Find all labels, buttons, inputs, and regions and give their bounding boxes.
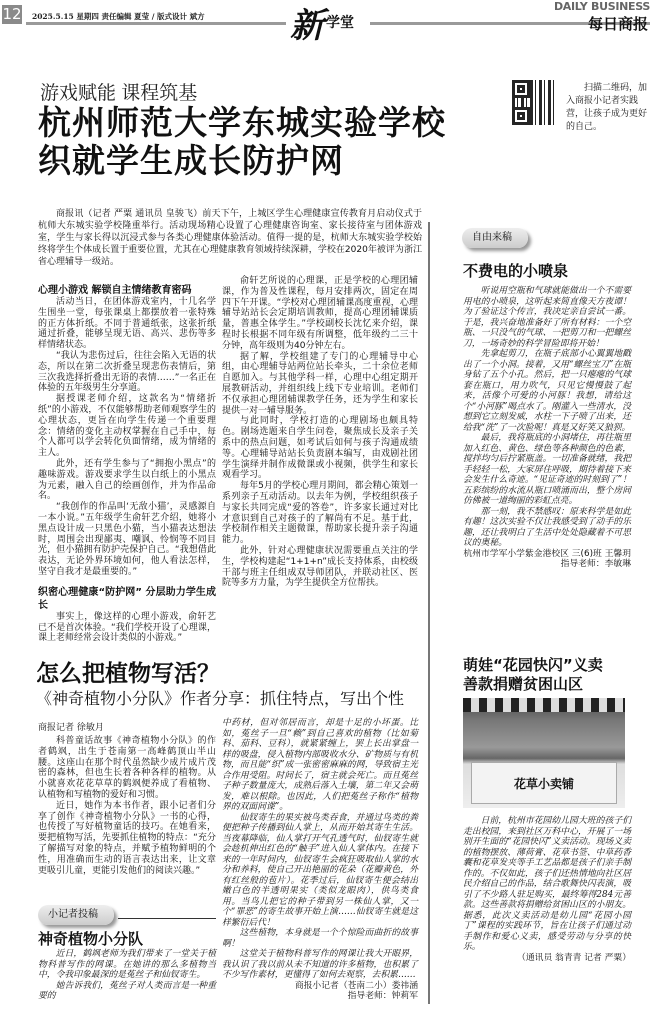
header-rule <box>26 22 286 25</box>
paragraph: “我创作的作品叫‘无敌小猫’，灵感源自一本小说。”五年级学生俞轩艺介绍，她将小黑点设计成一只黑色小猫，当小猫表达想法时，周围会出现鄙夷、嘲讽、怜悯等不同目光，但小猫拥有防护壳保护自己。“我想借此表达，无论外界环境如何，他人看法怎样，坚守自我才是最重要的。” <box>38 502 216 577</box>
paragraph: “我认为悲伤过后，往往会陷入无语的状态，所以在第二次折叠呈现悲伤表情后，第三次我选择折叠出无语的表情……”一名正在体验的五年级男生分享道。 <box>38 350 216 394</box>
tag-rule <box>118 918 216 919</box>
tag-label: 自由来稿 <box>462 228 528 248</box>
teacher-byline: 指导老师：李敏琳 <box>560 559 631 569</box>
brand-en: DAILY BUSINESS <box>553 0 650 13</box>
subhead: 心理小游戏 解锁自主情绪教育密码 <box>38 285 192 296</box>
page-number: 12 <box>2 5 22 23</box>
lead-paragraph: 商报讯（记者 严粟 通讯员 皇骏飞）前天下午，上城区学生心理健康宣传教育月启动仪式于杭师大东城实验学校隆重举行。活动现场精心设置了心理健康咨询室、家长接待室与团体游戏室，学生与家长得以沉浸式参与各类心理健康体验活动。值得一提的是，杭师大东城实验学校始终将学生个体成长置于重要位置，尤其在心理健康教育领域持续深耕，学校在2020年被评为浙江省心理辅导一级站。 <box>38 209 422 267</box>
headline <box>38 104 446 180</box>
kicker: 游戏赋能 课程筑基 <box>40 83 198 104</box>
headline-line: 织就学生成长防护网 <box>38 141 344 180</box>
plants-byline: 商报记者 徐敏月 <box>38 723 104 733</box>
paragraph: 近日，鹤飒老师为我们带来了一堂关于植物科普写作的网课。在她讲的那么多植物当中，令我印象最深的是菟丝子和仙钗寄生。 <box>38 949 216 980</box>
paragraph: 仙钗寄生的果实被鸟类吞食，并通过鸟类的粪便把种子传播到仙人掌上，从而开始其寄生生活。当夜幕降临，仙人掌打开气孔透气时，仙钗寄生就会趁机伸出红色的“触手”进入仙人掌体内。在接下来的一年时间内，仙钗寄生会疯狂吸取仙人掌的水分和养料，使自己开出艳丽的花朵（花瓣黄色，外有红丝般的苞片）。花季过后，仙钗寄生便会结出嫩白色的半透明果实（类似龙眼肉），供鸟类食用。当鸟儿把它的种子带到另一株仙人掌，又一个“罪恶”的寄生故事开始上演……仙钗寄生就是这样繁衍后代！ <box>222 812 418 928</box>
tag-label: 小记者投稿 <box>38 905 114 925</box>
article-title: 不费电的小喷泉 <box>463 262 569 280</box>
paragraph: 此外，针对心理健康状况需要重点关注的学生，学校构建起“1+1+n”成长支持体系，由校级干部与班主任组成双导师团队，并联动社区、医院等多方力量，为学生提供全方位帮扶。 <box>222 545 418 589</box>
lead-column-1 <box>38 284 216 644</box>
title-line: 善款捐赠贫困山区 <box>463 675 584 693</box>
paragraph: 据授课老师介绍，这款名为“情绪折纸”的小游戏，不仅能够帮助老师观察学生的心理状态，更旨在向学生传递一个重要理念：情绪的变化主动权掌握在自己手中，每个人都可以学会转化负面情绪，成为情绪的主人。 <box>38 394 216 459</box>
dateline: 2025.5.15 星期四 责任编辑 夏莹 / 版式设计 斌方 <box>32 12 205 21</box>
plants-headline: 怎么把植物写活？ <box>36 661 220 687</box>
paragraph: 最后，我将瓶底的小洞堵住，再往瓶里加入红色、黄色、绿色等各种颜色的色素，搅拌均匀后拧紧瓶盖。一切准备就绪，我把手轻轻一松，大家屏住呼吸，期待着接下来会发生什么奇迹。“见证奇迹的时刻到了”！五彩缤纷的水流从瓶口喷涌而出，整个房间仿佛被一道绚丽的彩虹点亮。 <box>463 433 631 506</box>
qr-caption: 扫描二维码，加入商报小记者实践营，让孩子成为更好的自己。 <box>566 83 648 132</box>
fountain-body <box>463 286 631 570</box>
plants-subhead: 《神奇植物小分队》作者分享：抓住特点，写出个性 <box>36 691 405 708</box>
subhead: 织密心理健康“防护网” 分层助力学生成长 <box>38 586 216 611</box>
paragraph: 先拿起剪刀，在瓶子底部小心翼翼地戳出了一个小洞。接着，又用“螺丝宝刀”在瓶身钻了五个小孔。然后，把一只瘪瘪的气球套在瓶口，用力吹气，只见它慢慢鼓了起来，活像个可爱的小河豚！我想，请给这个“小河豚”喝点水了。刚灌入一些清水，没想到它立刻发威，水柱一下子喷了出来，还给我“洗”了一次脸呢！真是又好笑又狼狈。 <box>463 349 631 433</box>
contribution-column-1 <box>38 949 216 1002</box>
paragraph: 日前，杭州市花园幼儿园大班的孩子们走出校园，来到社区万科中心，开展了一场别开生面的“花园快闪”义卖活动。现场义卖的植物摆放、薄荷膏、花草书签、中草药香囊和花草发夹等手工艺品都是孩子们亲手制作的。不仅如此，孩子们还热情地向社区居民介绍自己的作品，结合歌舞快闪表演，吸引了不少路人驻足购买，最终筹得284元善款。这些善款将捐赠给贫困山区的小朋友。据悉，此次义卖活动是幼儿园“花园小园丁”课程的实践环节，旨在让孩子们通过动手制作和爱心义卖，感受劳动与分享的快乐。 <box>463 816 631 952</box>
paragraph: 中药材，但对邻居而言，却是十足的小坏蛋。比如，菟丝子一旦“赖”到自己喜欢的植物（比如菊科、茄科、豆科），就紧紧缠上，罢上长出掌盘一样的吸盘，侵入植物内部吸收水分、矿物质与有机物，而且能“织”成一张密密麻麻的网，导致宿主光合作用受阻。时间长了，宿主就会死亡。而且菟丝子种子数量庞大，成熟后落入土壤，第二年又会萌发，难以根除。也因此，人们把菟丝子称作“植物界的双面间谍”。 <box>222 718 418 812</box>
paragraph: 那一刻，我不禁感叹：原来科学是如此有趣！这次实验不仅让我感受到了动手的乐趣，还让我明白了生活中处处隐藏着不可思议的奥秘。 <box>463 506 631 548</box>
column-divider <box>428 222 430 1004</box>
paragraph: 活动当日，在团体游戏室内，十几名学生围坐一堂，每张课桌上都摆放着一张特殊的正方体折纸。不同于普通纸张，这张折纸通过折叠，能够呈现无语、高兴、悲伤等多样情绪状态。 <box>38 297 216 351</box>
charity-byline: （通讯员 翁青青 记者 严粟） <box>517 952 631 963</box>
paragraph: 俞轩艺所说的心理课，正是学校的心理团辅课，作为普及性课程，每月安排两次，固定在周四下午开课。“学校对心理团辅课高度重视，心理辅导站站长会定期培训教师，提高心理团辅课质量，普惠全体学生。”学校副校长沈忆来介绍，课程时长根据不同年级有所调整，低年级约二三十分钟，高年级则为40分钟左右。 <box>222 276 418 351</box>
paragraph: 近日，她作为本书作者，跟小记者们分享了创作《神奇植物小分队》一书的心得，也传授了写好植物童话的技巧。在她看来，要把植物写活，先要抓住植物的特点：“充分了解描写对象的特点，并赋予植物鲜明的个性，用准确而生动的语言表达出来，让文章更吸引儿童，更能引发他们的阅读兴趣。” <box>38 800 216 876</box>
author-byline: 杭州市学军小学紫金港校区 三(6)班 王馨玥 <box>463 548 631 559</box>
section-tag <box>462 225 528 248</box>
paragraph: 这些植物，本身就是一个个惊险而曲折的故事啊！ <box>222 928 418 949</box>
brand-cn: 每日商报 <box>587 15 648 33</box>
paragraph: 与此同时，学校打造的心理剧场也颇具特色。剧场选题来自学生问卷，聚焦成长及亲子关系中的热点问题，如考试后如何与孩子沟通成绩等。心理辅导站站长负责剧本编写，由戏剧社团学生演绎并制作成微课或小视频，供学生和家长观看学习。 <box>222 416 418 481</box>
headline-line: 杭州师范大学东城实验学校 <box>38 103 446 142</box>
paragraph: 此外，还有学生参与了“拥抱小黑点”的趣味游戏。游戏要求学生以白纸上的小黑点为元素，融入自己的绘画创作，并为作品命名。 <box>38 458 216 502</box>
charity-body <box>463 816 631 963</box>
author-byline: 商报小记者（苍南二小）娄祎涵 <box>294 980 418 991</box>
paragraph: 每年5月的学校心理月期间，都会精心策划一系列亲子互动活动。以去年为例，学校组织孩子与家长共同完成“爱的答卷”，许多家长通过对比才意识到自己对孩子的了解尚有不足。基于此，学校制作相关主题微课，帮助家长提升亲子沟通能力。 <box>222 481 418 546</box>
contribution-title: 神奇植物小分队 <box>38 930 144 948</box>
charity-photo <box>463 698 625 808</box>
charity-title <box>463 656 603 694</box>
section-logo-small: 学堂 <box>326 15 354 31</box>
paragraph: 听说用空瓶和气球就能做出一个不需要用电的小喷泉，这听起来简直像天方夜谭！为了验证这个传言，我决定亲自尝试一番。于是，我兴奋地准备好了所有材料：一个空瓶、一只没气的气球、一把剪刀和一把螺丝刀，一场奇妙的科学冒险即将开始！ <box>463 286 631 349</box>
teacher-byline: 指导老师：钟莉军 <box>347 991 418 1001</box>
paragraph: 事实上，像这样的心理小游戏，俞轩艺已不是首次体验。“我们学校开设了心理课，课上老师经常会设计类似的小游戏。” <box>38 611 216 644</box>
plants-column-1 <box>38 736 216 876</box>
section-logo-big: 新 <box>290 6 324 46</box>
lead-column-2 <box>222 276 418 589</box>
qr-code[interactable] <box>512 80 557 125</box>
paragraph: 据了解，学校组建了专门的心理辅导中心组，由心理辅导站两位站长牵头，二十余位老师自愿加入。与其他学科一样，心理中心组定期开展教研活动，并组织线上线下专业培训。老师们不仅承担心理团辅课教学任务，还为学生和家长提供一对一辅导服务。 <box>222 351 418 416</box>
photo-awning <box>463 698 625 712</box>
contribution-tag <box>38 902 216 925</box>
photo-sign: 花草小卖铺 <box>471 762 617 804</box>
title-line: 萌娃“花园快闪”义卖 <box>463 656 603 674</box>
paragraph: 这堂关于植物科普写作的网课让我大开眼界，我认识了我以前从未不知道的许多植物，也积累了不少写作素材，更懂得了如何去观察，去积累…… <box>222 949 418 980</box>
paragraph: 她告诉我们，菟丝子对人类而言是一种重要的 <box>38 980 216 1001</box>
paragraph: 科普童话故事《神奇植物小分队》的作者鹤飒，出生于苍南第一高峰鹤顶山半山腰。这座山在那个时代虽然缺少成片成片茂密的森林，但也生长着各种各样的植物。从小就喜欢花花草草的鹤飒便养成了看植物、认植物和写植物的爱好和习惯。 <box>38 736 216 800</box>
contribution-column-2 <box>222 718 418 1002</box>
